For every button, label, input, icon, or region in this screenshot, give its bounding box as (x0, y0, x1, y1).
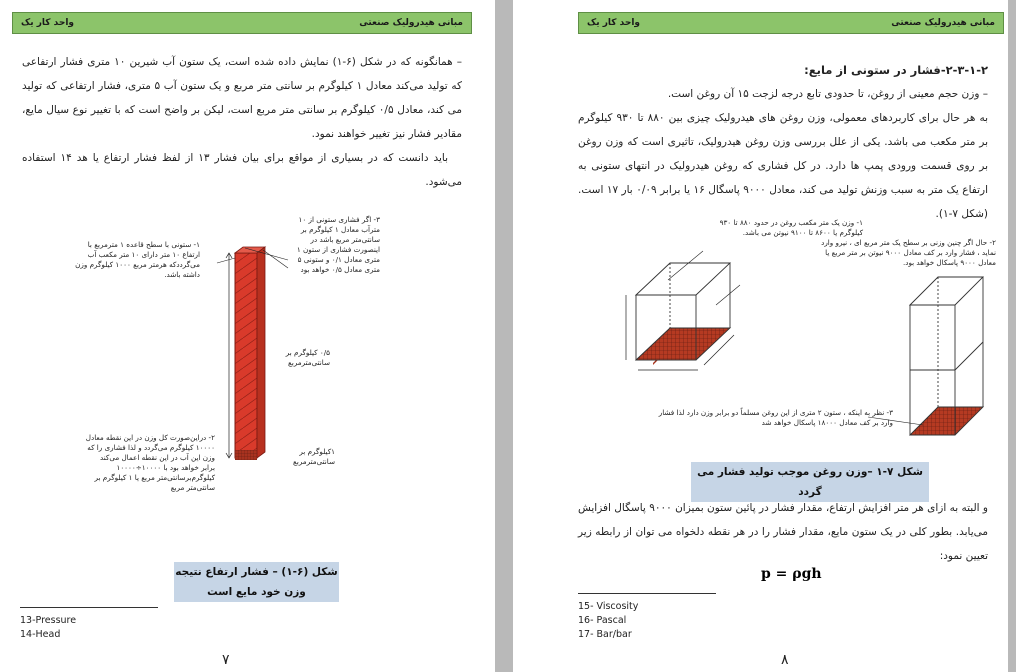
figure-label-half: ۰/۵ کیلوگرم بر سانتی‌مترمربع (285, 348, 330, 367)
figure-caption: شکل (۶-۱) – فشار ارتفاع نتیجه وزن خود مایع است (174, 562, 339, 602)
header-unit: واحد کار یک (587, 18, 641, 28)
page-number: ۷ (222, 652, 230, 668)
figure-label-3: ۳- نظر به اینکه ، ستون ۲ متری از این روغن مسلماً دو برابر وزن دارد لذا فشار وارد بر کف معادل ۱۸۰۰۰ پاسکال خواهد شد (658, 408, 893, 427)
page-number: ۸ (781, 652, 789, 668)
body-text-after (578, 496, 988, 568)
figure-label-1: ۱- وزن یک متر مکعب روغن در حدود ۸۸۰ تا ۹۳۰ کیلوگرم یا ۸۶۰۰ تا ۹۱۰۰ نیوتن می باشد. (719, 218, 863, 237)
page-header (578, 12, 1004, 34)
footnote: 16- Pascal (578, 615, 627, 626)
paragraph: و البته به ازای هر متر افزایش ارتفاع، مقدار فشار در پائین ستون بمیزان ۹۰۰۰ پاسگال افزایش می‌یابد. بطور کلی در یک ستون مایع، مقدار فشار را در هر نقطه دلخواه می توان از رابطه زیر تعیین نمود: (578, 502, 988, 562)
header-title: مبانی هیدرولیک صنعتی (891, 18, 995, 28)
figure-label-3: ۳- اگر فشاری ستونی از ۱۰ مترآب معادل ۱ کیلوگرم بر سانتی‌متر مربع باشد در اینصورت فشاری از ستون ۱ متری معادل ۰/۱ و ستونی ۵ متری معادل ۰/۵ خواهد بود (296, 215, 380, 274)
footnote: 13-Pressure (20, 615, 77, 626)
footnote-divider (20, 607, 158, 608)
page-header (12, 12, 472, 34)
header-title: مبانی هیدرولیک صنعتی (359, 18, 463, 28)
footnote-divider (578, 593, 716, 594)
body-text (578, 58, 988, 226)
footnote: 14-Head (20, 629, 61, 640)
section-title: ۲-۳-۱-۲-فشار در ستونی از مایع: (804, 63, 988, 77)
paragraph: باید دانست که در بسیاری از مواقع برای بیان فشار ۱۳ از لفظ فشار ارتفاع یا هد ۱۴ استفاده می‌شود. (22, 152, 462, 188)
header-unit: واحد کار یک (21, 18, 75, 28)
page-8 (513, 0, 1008, 672)
paragraph: – وزن حجم معینی از روغن، تا حدودی تابع درجه لزجت ۱۵ آن روغن است. (667, 88, 988, 100)
body-text (22, 50, 462, 194)
page-7 (0, 0, 495, 672)
figure-label-2: ۲- دراین‌صورت کل وزن در این نقطه معادل ۱۰۰۰۰ کیلوگرم می‌گردد و لذا فشاری را که وزن این آب در این نقطه اعمال می‌کند برابر خواهد بود با ۱۰۰۰۰÷۱۰۰۰۰ کیلوگرم‌برسانتی‌متر مربع یا ۱ کیلوگرم بر سانتی‌متر مربع (85, 433, 215, 492)
footnote: 17- Bar/bar (578, 629, 632, 640)
formula: p = ρgh (761, 566, 822, 582)
figure-label-1: ۱- ستونی با سطح قاعده ۱ مترمربع با ارتفاع ۱۰ متر دارای ۱۰ متر مکعب آب می‌گرددکه هرمتر مربع ۱۰۰۰ کیلوگرم وزن داشته باشد. (75, 240, 200, 279)
paragraph: به هر حال برای کاربردهای معمولی، وزن روغن های هیدرولیک چیزی بین ۸۸۰ تا ۹۳۰ کیلوگرم بر متر مکعب می باشد. یکی از علل بررسی وزن روغن هیدرولیک، تاثیری است که وزن روغن بر روی قسمت ورودی پمپ ها دارد. در کل فشاری که روغن هیدرولیک در انتهای ستونی به ارتفاع یک متر به سبب وزنش تولید می کند، معادل ۹۰۰۰ پاسگال ۱۶ یا برابر ۰/۰۹ بار ۱۷ است. (شکل ۷-۱). (578, 112, 989, 220)
figure-label-2: ۲- حال اگر چنین وزنی بر سطح یک متر مربع ای ، نیرو وارد نماید ، فشار وارد بر کف معادل ۹۰۰۰ نیوتن بر متر مربع یا معادل ۹۰۰۰ پاسکال خواهد بود. (821, 238, 996, 267)
figure-label-one: ۱کیلوگرم بر سانتی‌مترمربع (293, 447, 335, 466)
paragraph: – همانگونه که در شکل (۶-۱) نمایش داده شده است، یک ستون آب شیرین ۱۰ متری فشار ارتفاعی که تولید می‌کند معادل ۱ کیلوگرم بر سانتی متر مربع و یک ستون آب ۵ متری، فشار ارتفاعی که تولید می کند، معادل ۰/۵ کیلوگرم بر سانتی متر مربع است، لیکن بر واضح است که با تغییر نوع سیال مایع، مقادیر فشار نیز تغییر خواهند نمود. (22, 56, 463, 140)
footnote: 15- Viscosity (578, 601, 639, 612)
figure-caption: شکل ۷-۱ –وزن روغن موجب تولید فشار می گردد (691, 462, 929, 502)
